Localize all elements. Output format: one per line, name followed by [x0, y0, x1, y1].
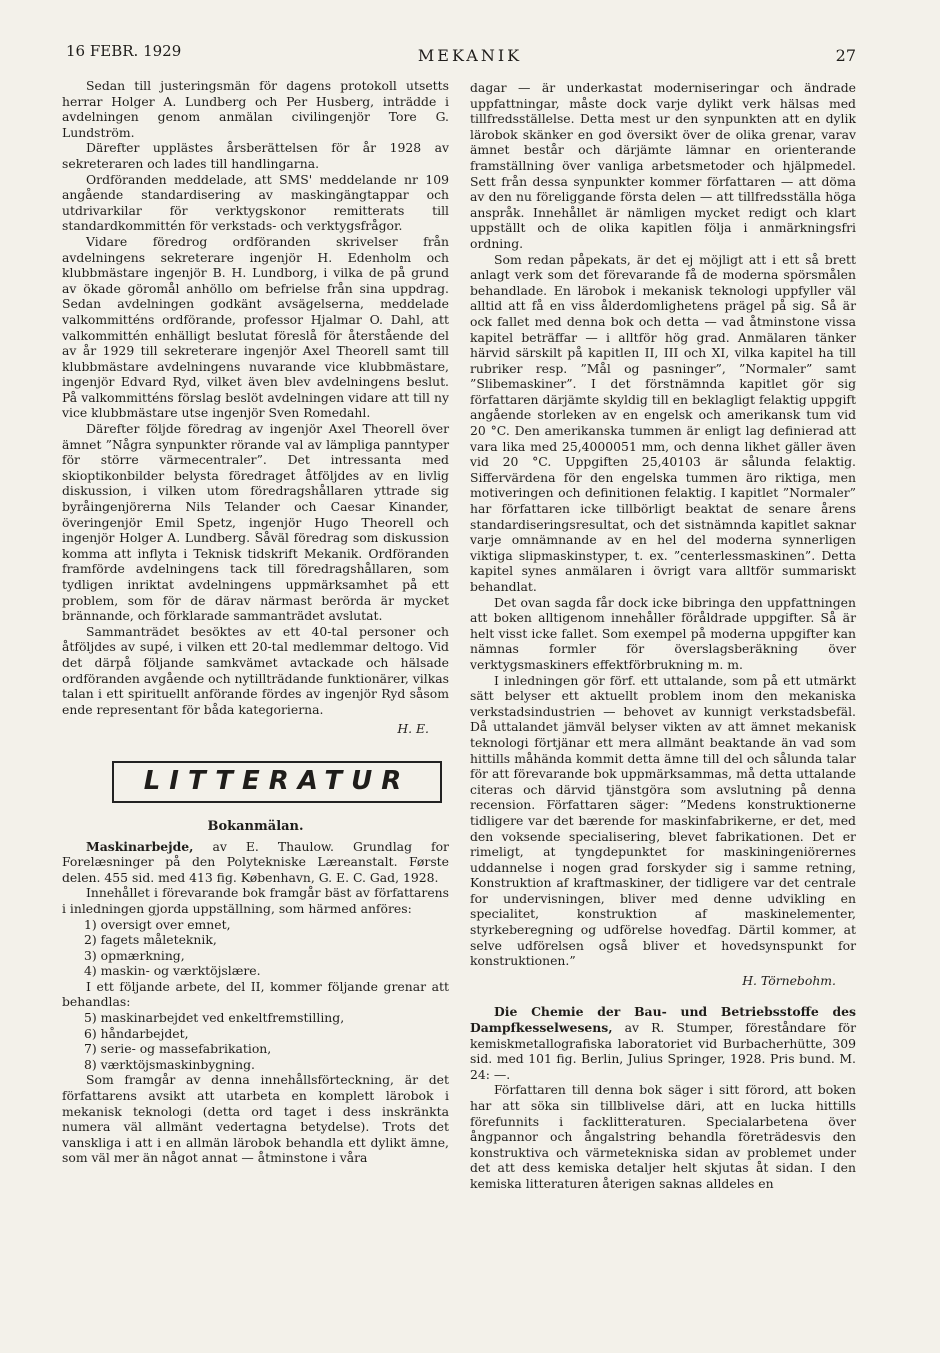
- list-item: 7) serie- og massefabrikation,: [84, 1041, 272, 1057]
- paragraph: Därefter följde föredrag av ingenjör Axel Theorell över ämnet ”Några synpunkter rörande val av lämpliga panntyper för större värmecentraler”. Det intressanta med skioptikonbilder belysta föredraget åtföljdes av en livlig diskussion, i vilken utom föredragshållaren yttrade sig byråingenjörerna Nils Telander och Caesar Kinander, överingenjör Emil Spetz, ingenjör Hugo Theorell och ingenjör Holger A. Lundberg. Såväl föredrag som diskussion komma att inflyta i Teknisk tidskrift Mekanik. Ordföranden framförde avdelningens tack till föredragshållaren, som tydligen inriktat avdelningens uppmärksamhet på ett problem, som för de därav närmast berörda är mycket brännande, och förklarade sammanträdet avslutat.: [62, 421, 449, 624]
- paragraph: Författaren till denna bok säger i sitt förord, att boken har att söka sin tillblivelse däri, att en lucka hittills förefunnits i facklitteraturen. Specialarbetena över ångpannor och ångalstring behandla företrädesvis den konstruktiva och värmetekniska sidan av problemet under det att dess kemiska detaljer helt skjutas åt sidan. I den kemiska litteraturen återigen saknas alldeles en: [470, 1082, 856, 1191]
- paragraph: I inledningen gör förf. ett uttalande, som på ett utmärkt sätt belyser ett aktuellt problem inom den mekaniska verkstadsindustrien — behovet av kunnigt verkstadsbefäl. Då uttalandet jämväl belyser vikten av att ämnet mekanisk teknologi förtjänar ett mera allmänt beaktande än vad som hittills måhända kommit detta ämne till del och sålunda talar för att förevarande bok uppmärksammas, må detta uttalande citeras och därvid tjänstgöra som avslutning på denna recension. Författaren säger: ”Medens konstruktionerne tidligere var det bærende for maskinfabrikerne, er det, med den voksende specialisering, blevet fabrikationen. Det er rimeligt, at tyngdepunktet for maskiningeniörernes uddannelse i nogen grad forskyder sig i samme retning, Konstruktion af kraftmaskiner, der tidligere var det centrale for undervisningen, bliver med denne udvikling en specialitet, konstruktion af maskinelementer, styrkeberegning og udförelse hovedfag. Därtil kommer, at selve udförelsen også bliver et hovedsynspunkt for konstruktionen.”: [470, 672, 856, 969]
- section-subheading: Bokanmälan.: [207, 818, 304, 834]
- paragraph: dagar — är underkastat moderniseringar och ändrade uppfattningar, måste dock varje dylikt verk hälsas med tillfredsställelse. Detta mest ur den synpunkten att en dylik lärobok skänker en god översikt över de olika grenar, varav ämnet består och därjämte lämnar en orienterande framställning över vanliga arbetsmetoder och hjälpmedel. Sett från dessa synpunkter kommer författaren — att döma av den nu föreliggande första delen — att tillfredsställa höga anspråk. Innehållet är nämligen mycket redigt och klart uppställt och de olika kapitlen följa i anmärkningsfri ordning.: [470, 80, 856, 251]
- paragraph: Sedan till justeringsmän för dagens protokoll utsetts herrar Holger A. Lundberg och Per Husberg, inträdde i avdelningen genom anmälan civilingenjör Tore G. Lundström.: [62, 78, 449, 140]
- spacer: [470, 988, 856, 1004]
- paragraph: Sammanträdet besöktes av ett 40-tal personer och åtföljdes av supé, i vilken ett 20-tal medlemmar deltogo. Vid det därpå följande samkvämet avtackade och hälsade ordföranden avgående och nytillträdande funktionärer, vilkas talan i ett spirituellt anförande fördes av ingenjör Ryd såsom ende representant för båda kategorierna.: [62, 623, 449, 717]
- list-item: 3) opmærkning,: [84, 947, 185, 963]
- paragraph: Som framgår av denna innehållsförteckning, är det författarens avsikt att utarbeta en komplett lärobok i mekanisk teknologi (detta ord taget i dess inskränkta numera väl allmänt vedertagna betydelse). Trots det vanskliga i att i en allmän lärobok behandla ett dylikt ämne, som väl mer än något annat — åtminstone i våra: [62, 1072, 449, 1166]
- signature: H. E.: [397, 721, 429, 737]
- paragraph: Vidare föredrog ordföranden skrivelser från avdelningens sekreterare ingenjör H. Edenholm och klubbmästare ingenjör B. H. Lundborg, i vilka de på grund av ökade göromål anhöllo om befrielse från sina uppdrag. Sedan avdelningen godkänt avsägelserna, meddelade valkommitténs ordförande, professor Hjalmar O. Dahl, att valkommittén enhälligt beslutat föreslå för återstående del av år 1929 till sekreterare ingenjör Axel Theorell samt till klubbmästare avdelningens nuvarande vice klubbmästare, ingenjör Edvard Ryd, vilket även blev avdelningens beslut. På valkommitténs förslag beslöt avdelningen vidare att till ny vice klubbmästare utse ingenjör Sven Romedahl.: [62, 233, 449, 421]
- signature: H. Törnebohm.: [742, 972, 836, 988]
- book-title: Die Chemie der Bau- und Betriebsstoffe des Dampfkesselwesens,: [470, 1004, 856, 1036]
- paragraph: Det ovan sagda får dock icke bibringa den uppfattningen att boken alltigenom innehåller föråldrade uppgifter. Så är helt visst icke fallet. Som exempel på moderna uppgifter kan nämnas formler för överslagsberäkning över verktygsmaskiners effektförbrukning m. m.: [470, 594, 856, 672]
- section-banner: LITTERATUR: [112, 761, 442, 803]
- book-reference: av E. Thaulow. Grundlag for Forelæsninger på den Polytekniske Læreanstalt. Første delen. 455 sid. med 413 fig. København, G. E. C. Gad, 1928.: [62, 838, 449, 885]
- header-page-number: 27: [835, 46, 856, 65]
- left-column: [62, 78, 449, 1166]
- list-item: 6) håndarbejdet,: [84, 1025, 189, 1041]
- list-item: 8) værktöjsmaskinbygning.: [84, 1056, 255, 1072]
- paragraph: I ett följande arbete, del II, kommer följande grenar att behandlas:: [62, 978, 449, 1010]
- contents-list-part-two: [62, 1010, 449, 1072]
- list-item: 1) oversigt over emnet,: [84, 916, 231, 932]
- paragraph: Ordföranden meddelade, att SMS' meddelande nr 109 angående standardisering av maskingängtappar och utdrivarkilar för verktygskonor remitterats till standardkommittén för verkstads- och verktygsfrågor.: [62, 171, 449, 234]
- right-column: [470, 80, 856, 1192]
- contents-list: [62, 917, 449, 979]
- book-reference: av R. Stumper, föreståndare för kemiskmetallografiska laboratoriet vid Burbacherhütte, 309 sid. med 101 fig. Berlin, Julius Springer, 1928. Pris bund. M. 24: —.: [470, 1020, 856, 1082]
- paragraph: Innehållet i förevarande bok framgår bäst av författarens i inledningen gjorda uppställning, som härmed anföres:: [62, 885, 449, 916]
- book-review-heading: [62, 839, 449, 886]
- list-item: 5) maskinarbejdet ved enkeltfremstilling,: [84, 1010, 345, 1026]
- header-date: 16 FEBR. 1929: [66, 42, 182, 60]
- paragraph: Som redan påpekats, är det ej möjligt att i ett så brett anlagt verk som det förevarande få de moderna spörsmålen behandlade. En lärobok i mekanisk teknologi uppfyller väl alltid att få en viss ålderdomlighetens prägel på sig. Så är ock fallet med denna bok och detta — vad åtminstone vissa kapitel beträffar — i alltför hög grad. Anmälaren tänker härvid särskilt på kapitlen II, III och XI, vilka kapitel ha till rubriker resp. ”Mål og pasninger”, ”Normaler” samt ”Slibemaskiner”. I det förstnämnda kapitlet gör sig författaren därjämte skyldig till en beklagligt felaktig uppgift angående storleken av en engelsk och amerikansk tum vid 20 °C. Den amerikanska tummen är enligt lag definierad att vara lika med 25,4000051 mm, och denna likhet gäller även vid 20 °C. Uppgiften 25,40103 är sålunda felaktig. Siffervärdena för den engelska tummen äro riktiga, men motiveringen och definitionen felaktig. I kapitlet ”Normaler” har författaren icke tillbörligt beaktat de senare årens standardiseringsresultat, och det sistnämnda kapitlet saknar varje omnämnande av en hel del moderna synnerligen viktiga slipmaskinstyper, t. ex. ”centerlessmaskinen”. Detta kapitel synes anmälaren i övrigt vara alltför summariskt behandlat.: [470, 251, 856, 594]
- list-item: 2) fagets måleteknik,: [84, 932, 217, 948]
- book-title: Maskinarbejde,: [86, 838, 194, 854]
- paragraph: Därefter upplästes årsberättelsen för år 1928 av sekreteraren och lades till handlingarna.: [62, 140, 449, 171]
- header-title: MEKANIK: [417, 46, 523, 65]
- book-review-heading: [470, 1004, 856, 1082]
- list-item: 4) maskin- og værktöjslære.: [84, 963, 261, 979]
